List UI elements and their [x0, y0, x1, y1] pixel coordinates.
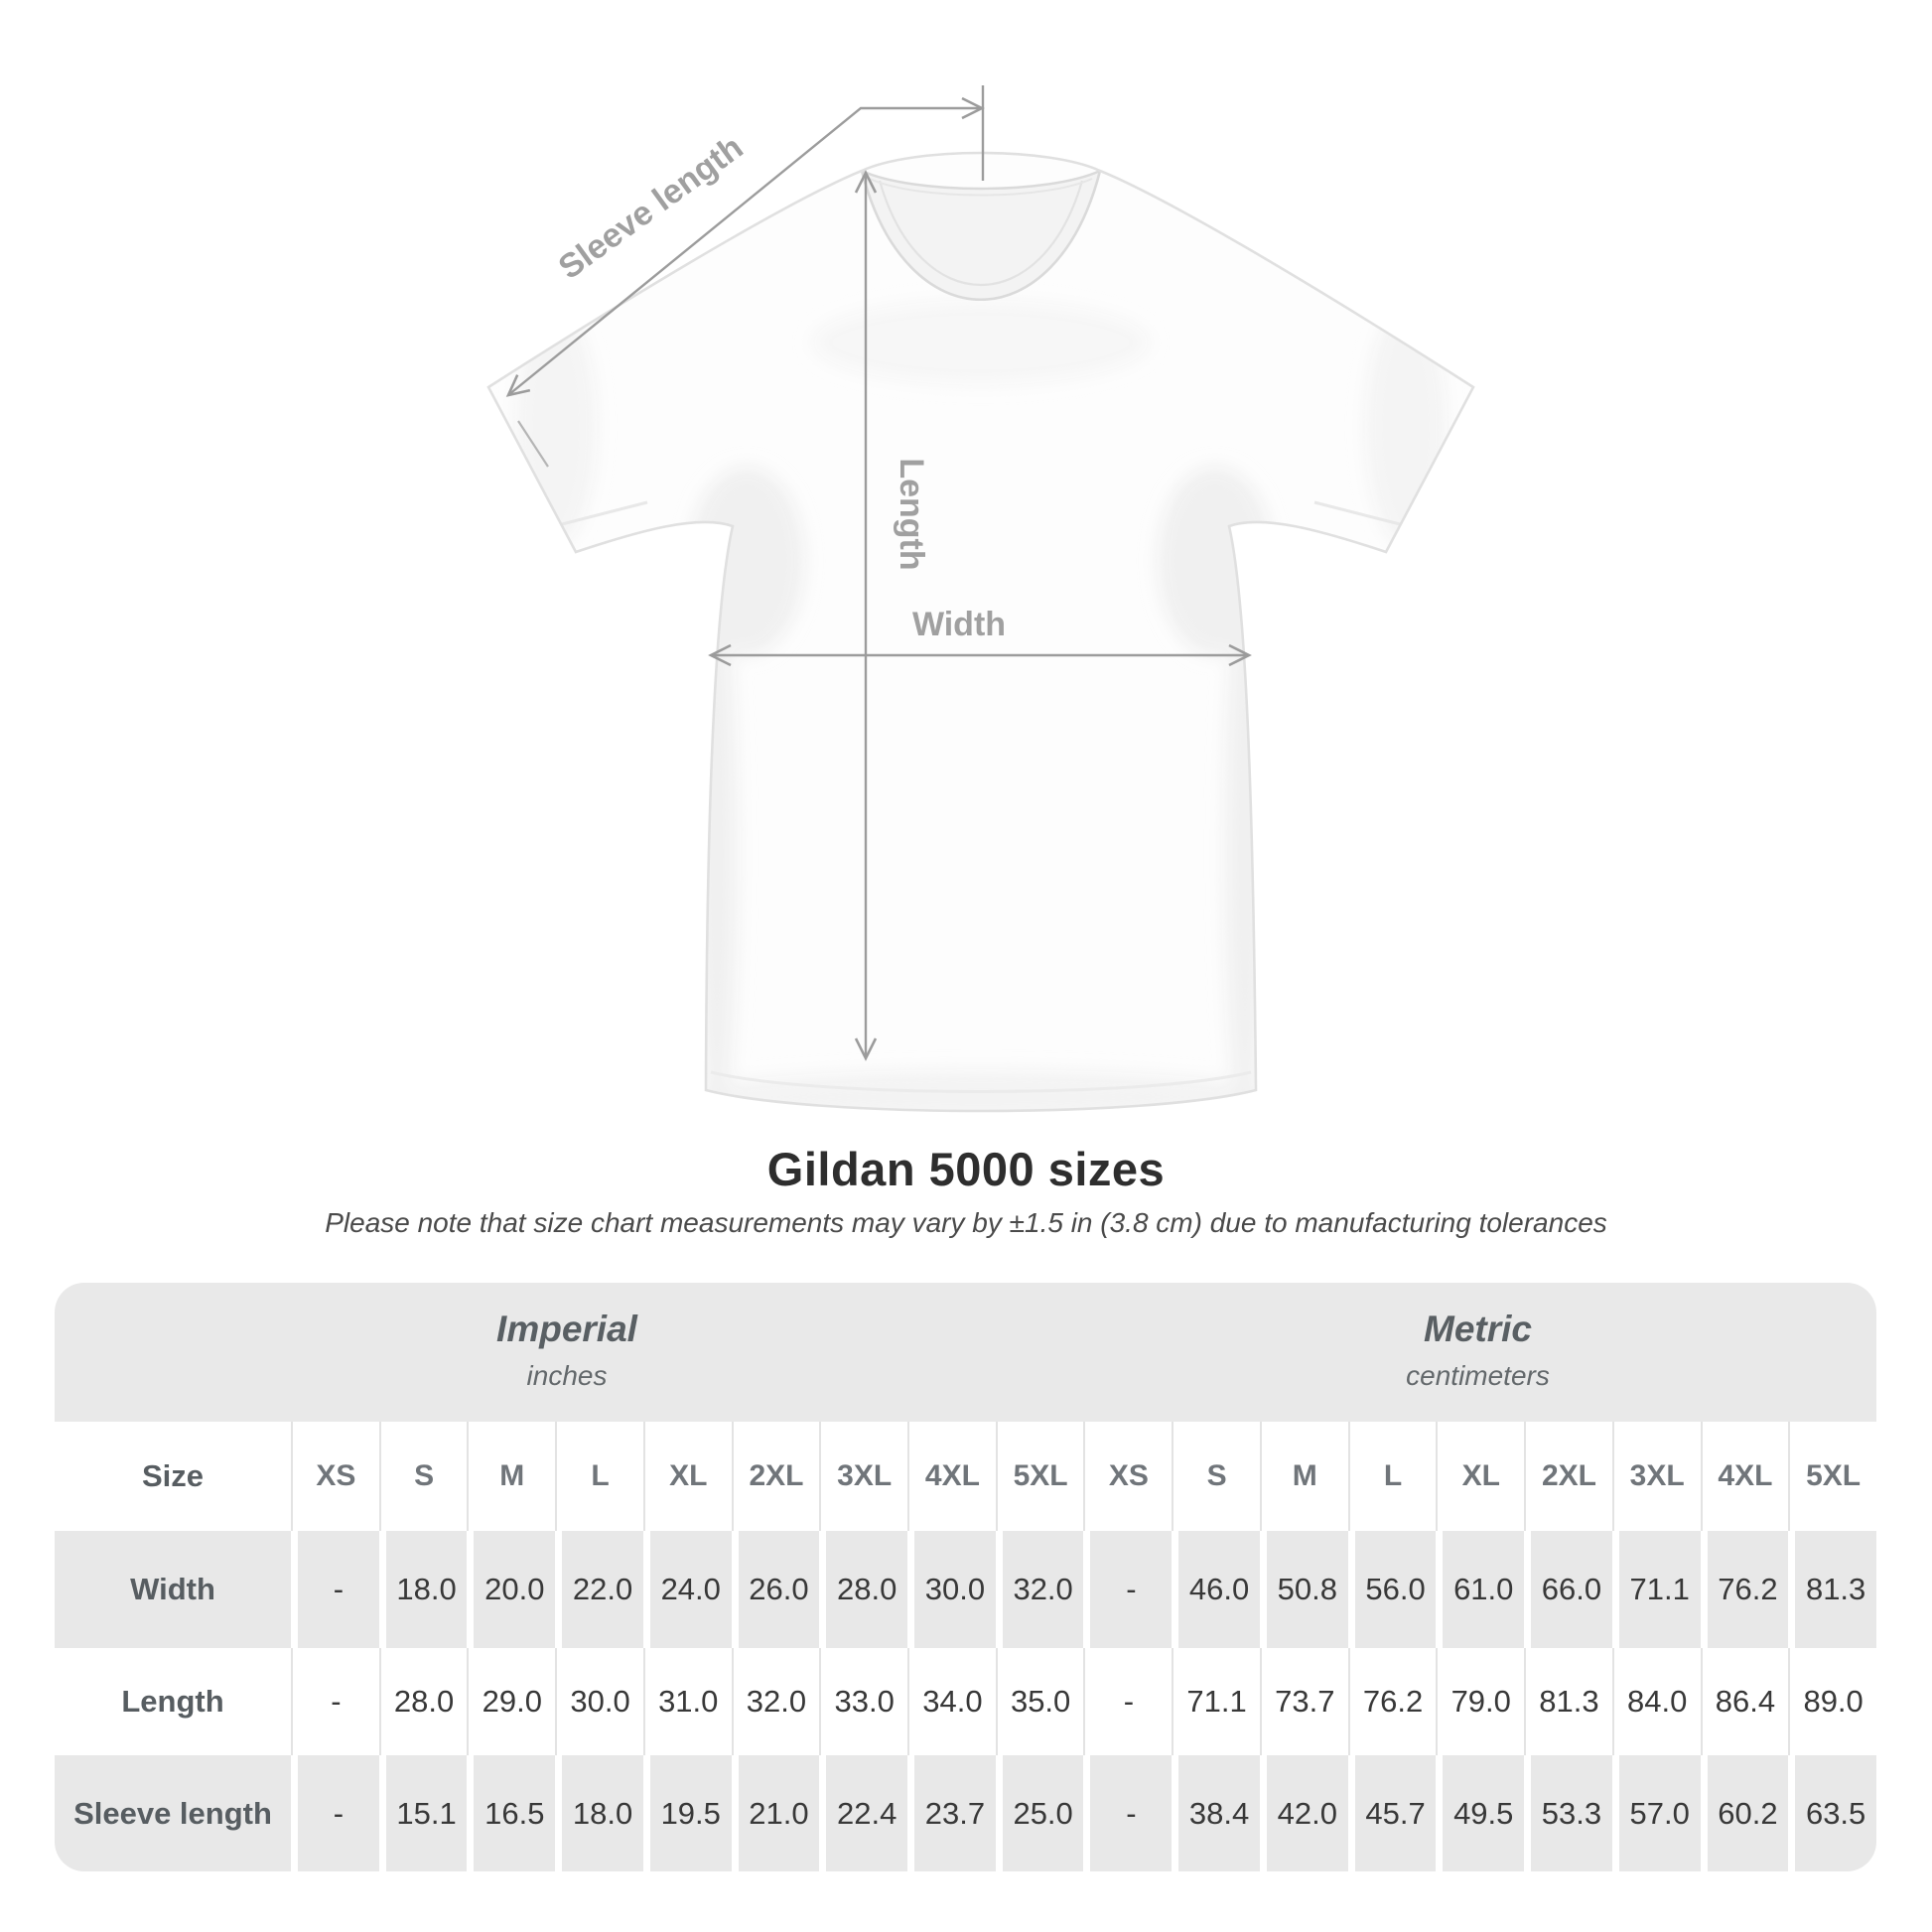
measure-row-1-cell-7: 34.0 — [907, 1648, 996, 1755]
measure-row-1-cell-14: 81.3 — [1524, 1648, 1612, 1755]
size-header-row-cell-9: XS — [1083, 1422, 1172, 1531]
measure-row-1-cell-6: 33.0 — [819, 1648, 907, 1755]
measure-row-0-cell-7: 30.0 — [907, 1531, 996, 1648]
measure-row-0-cell-0: - — [291, 1531, 379, 1648]
size-header-row-cell-7: 4XL — [907, 1422, 996, 1531]
measure-row-2 — [55, 1755, 1876, 1871]
measure-row-1-cell-12: 76.2 — [1348, 1648, 1437, 1755]
measure-row-2-cell-13: 49.5 — [1436, 1755, 1524, 1871]
measure-row-0-cell-15: 71.1 — [1612, 1531, 1701, 1648]
measure-row-2-label: Sleeve length — [73, 1795, 272, 1831]
measure-row-2-cell-9: - — [1083, 1755, 1172, 1871]
size-header-row-cell-2: M — [467, 1422, 555, 1531]
imperial-unit: inches — [526, 1360, 608, 1392]
measure-row-2-cell-17: 63.5 — [1788, 1755, 1876, 1871]
size-header-row — [55, 1422, 1876, 1531]
measure-row-2-cell-7: 23.7 — [907, 1755, 996, 1871]
size-chart-table — [55, 1283, 1876, 1871]
size-header-row-cell-8: 5XL — [996, 1422, 1084, 1531]
size-header-row-cell-17: 5XL — [1788, 1422, 1876, 1531]
measure-row-1-cell-0: - — [291, 1648, 379, 1755]
measure-row-1-cell-5: 32.0 — [732, 1648, 820, 1755]
size-header-row-cell-12: L — [1348, 1422, 1437, 1531]
measure-row-2-cell-2: 16.5 — [467, 1755, 555, 1871]
measure-row-1-cell-8: 35.0 — [996, 1648, 1084, 1755]
measure-row-0-cell-16: 76.2 — [1701, 1531, 1789, 1648]
measure-row-0-cell-3: 22.0 — [555, 1531, 643, 1648]
measure-row-2-cell-6: 22.4 — [819, 1755, 907, 1871]
measure-row-0-cell-6: 28.0 — [819, 1531, 907, 1648]
measure-row-2-cell-4: 19.5 — [643, 1755, 732, 1871]
measure-row-0-label: Width — [130, 1572, 215, 1606]
measure-row-1 — [55, 1648, 1876, 1755]
measure-row-0-cell-14: 66.0 — [1524, 1531, 1612, 1648]
measure-row-0-cell-12: 56.0 — [1348, 1531, 1437, 1648]
size-header-row-cell-14: 2XL — [1524, 1422, 1612, 1531]
size-header-row-cell-3: L — [555, 1422, 643, 1531]
measure-row-2-cell-1: 15.1 — [379, 1755, 468, 1871]
measure-row-2-cell-12: 45.7 — [1348, 1755, 1437, 1871]
size-header-row-cell-5: 2XL — [732, 1422, 820, 1531]
length-label: Length — [893, 458, 930, 571]
page-title: Gildan 5000 sizes — [766, 1143, 1166, 1195]
measure-row-1-cell-3: 30.0 — [555, 1648, 643, 1755]
size-header-row-cell-15: 3XL — [1612, 1422, 1701, 1531]
measure-row-0-cell-17: 81.3 — [1788, 1531, 1876, 1648]
measure-row-0 — [55, 1531, 1876, 1648]
width-label: Width — [911, 606, 1007, 643]
measure-row-1-cell-1: 28.0 — [379, 1648, 468, 1755]
measure-row-1-cell-10: 71.1 — [1172, 1648, 1260, 1755]
metric-label: Metric — [1424, 1309, 1532, 1349]
measure-row-2-cell-10: 38.4 — [1172, 1755, 1260, 1871]
measure-row-0-cell-11: 50.8 — [1260, 1531, 1348, 1648]
measure-row-2-cell-3: 18.0 — [555, 1755, 643, 1871]
measure-row-1-cell-17: 89.0 — [1788, 1648, 1876, 1755]
size-header-row-cell-0: XS — [291, 1422, 379, 1531]
size-header-row-cell-13: XL — [1436, 1422, 1524, 1531]
measure-row-2-cell-8: 25.0 — [996, 1755, 1084, 1871]
unit-header-band — [55, 1283, 1876, 1422]
metric-group-header — [1079, 1283, 1876, 1422]
measure-row-1-cell-2: 29.0 — [467, 1648, 555, 1755]
size-header-row-cell-10: S — [1172, 1422, 1260, 1531]
size-header-row-cell-6: 3XL — [819, 1422, 907, 1531]
measure-row-1-label: Length — [121, 1684, 224, 1719]
measure-row-1-cell-4: 31.0 — [643, 1648, 732, 1755]
measure-row-2-cell-5: 21.0 — [732, 1755, 820, 1871]
measure-row-0-cell-9: - — [1083, 1531, 1172, 1648]
measure-row-1-cell-9: - — [1083, 1648, 1172, 1755]
measure-row-2-cell-16: 60.2 — [1701, 1755, 1789, 1871]
size-header-row-cell-1: S — [379, 1422, 468, 1531]
measure-row-2-cell-15: 57.0 — [1612, 1755, 1701, 1871]
metric-unit: centimeters — [1406, 1360, 1550, 1392]
size-header-row-cell-11: M — [1260, 1422, 1348, 1531]
measure-row-0-cell-8: 32.0 — [996, 1531, 1084, 1648]
measure-row-0-cell-4: 24.0 — [643, 1531, 732, 1648]
sleeve-length-label: Sleeve length — [551, 128, 751, 287]
measure-row-1-cell-16: 86.4 — [1701, 1648, 1789, 1755]
measure-row-1-cell-11: 73.7 — [1260, 1648, 1348, 1755]
imperial-group-header — [55, 1283, 1079, 1422]
measure-row-0-cell-10: 46.0 — [1172, 1531, 1260, 1648]
size-chart-body — [55, 1422, 1876, 1871]
measure-row-0-cell-2: 20.0 — [467, 1531, 555, 1648]
size-header-row-cell-4: XL — [643, 1422, 732, 1531]
size-header-row-label: Size — [141, 1458, 205, 1493]
measure-row-2-cell-0: - — [291, 1755, 379, 1871]
measure-row-1-cell-15: 84.0 — [1612, 1648, 1701, 1755]
measure-row-2-cell-14: 53.3 — [1524, 1755, 1612, 1871]
imperial-label: Imperial — [496, 1309, 637, 1349]
tolerance-note: Please note that size chart measurements may vary by ±1.5 in (3.8 cm) due to manufacturing tolerances — [325, 1207, 1607, 1238]
measure-row-2-cell-11: 42.0 — [1260, 1755, 1348, 1871]
measure-row-1-cell-13: 79.0 — [1436, 1648, 1524, 1755]
measure-row-0-cell-1: 18.0 — [379, 1531, 468, 1648]
size-header-row-cell-16: 4XL — [1701, 1422, 1789, 1531]
measure-row-0-cell-13: 61.0 — [1436, 1531, 1524, 1648]
measure-row-0-cell-5: 26.0 — [732, 1531, 820, 1648]
